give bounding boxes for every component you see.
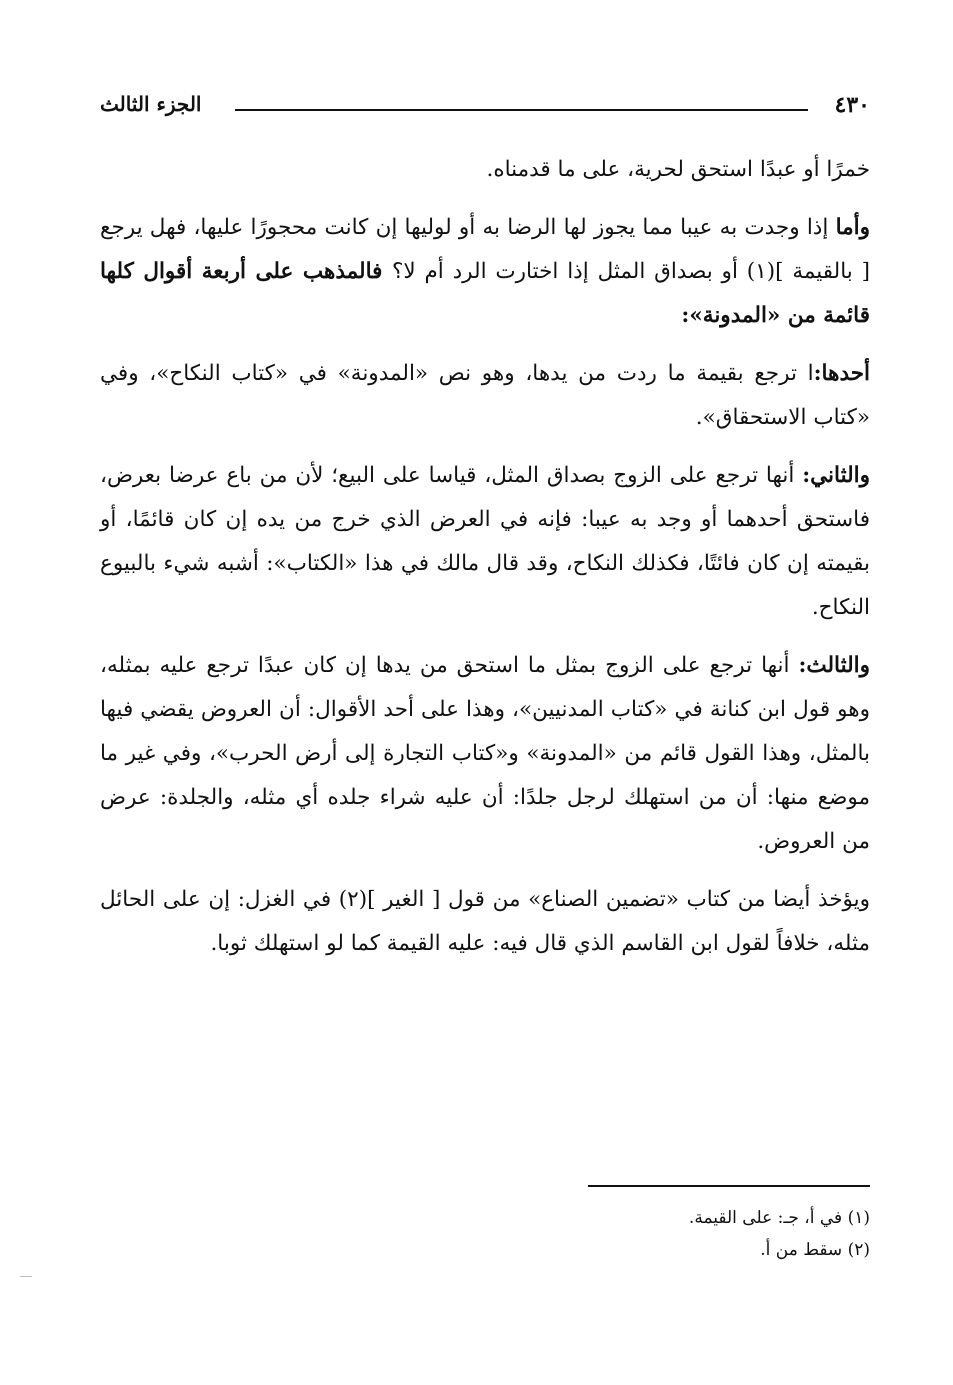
- footnotes: [689, 1202, 870, 1266]
- paragraph-lead: وأما: [835, 215, 870, 240]
- part-title: الجزء الثالث: [100, 92, 202, 116]
- paragraph-text: خمرًا أو عبدًا استحق لحرية، على ما قدمناه.: [486, 157, 870, 182]
- paragraph: [100, 644, 870, 864]
- paragraph: [100, 352, 870, 440]
- paragraph-text: إذا وجدت به عيبا مما يجوز لها الرضا به أو لوليها إن كانت محجورًا عليها، فهل يرجع [ بالقيمة ](١) أو بصداق المثل إذا اختارت الرد أم لا؟: [100, 215, 870, 284]
- page-number: ٤٣٠: [834, 92, 870, 118]
- paragraph-lead: والثاني:: [802, 463, 870, 488]
- paragraph: [100, 878, 870, 966]
- paragraph: [100, 206, 870, 338]
- paragraph: [100, 454, 870, 630]
- page-header: [100, 92, 870, 122]
- footnote-rule: [588, 1185, 870, 1187]
- header-rule: [235, 109, 808, 111]
- paragraph-text: ا ترجع بقيمة ما ردت من يدها، وهو نص «المدونة» في «كتاب النكاح»، وفي «كتاب الاستحقاق».: [100, 361, 870, 430]
- paragraph-tail: فالمذهب على أربعة أقوال كلها قائمة من «المدونة»:: [100, 259, 870, 328]
- paragraph-lead: أحدها:: [813, 361, 870, 386]
- page: [100, 80, 870, 1320]
- footnote: (٢) سقط من أ.: [760, 1240, 870, 1260]
- paragraph: [100, 148, 870, 192]
- footnote: (١) في أ، جـ: على القيمة.: [688, 1208, 870, 1228]
- paragraph-text: أنها ترجع على الزوج بمثل ما استحق من يدها إن كان عبدًا ترجع عليه بمثله، وهو قول ابن كنانة في «كتاب المدنيين»، وهذا على أحد الأقوال: أن العروض يقضي فيها بالمثل، وهذا القول قائم من «المدونة» و«كتاب التجارة إلى أرض الحرب»، وفي غير ما موضع منها: أن من استهلك لرجل جلدًا: أن عليه شراء جلده أي مثله، والجلدة: عرض من العروض.: [100, 653, 870, 854]
- body-text: [100, 148, 870, 980]
- paragraph-text: ويؤخذ أيضا من كتاب «تضمين الصناع» من قول [ الغير ](٢) في الغزل: إن على الحائل مثله، خلافاً لقول ابن القاسم الذي قال فيه: عليه القيمة كما لو استهلك ثوبا.: [100, 887, 871, 956]
- margin-mark: [20, 1276, 32, 1277]
- paragraph-lead: والثالث:: [798, 653, 870, 678]
- paragraph-text: أنها ترجع على الزوج بصداق المثل، قياسا على البيع؛ لأن من باع عرضا بعرض، فاستحق أحدهما أو وجد به عيبا: فإنه في العرض الذي خرج من يده إن كان قائمًا، أو بقيمته إن كان فائتًا، فكذلك النكاح، وقد قال مالك في هذا «الكتاب»: أشبه شيء بالبيوع النكاح.: [100, 463, 870, 620]
